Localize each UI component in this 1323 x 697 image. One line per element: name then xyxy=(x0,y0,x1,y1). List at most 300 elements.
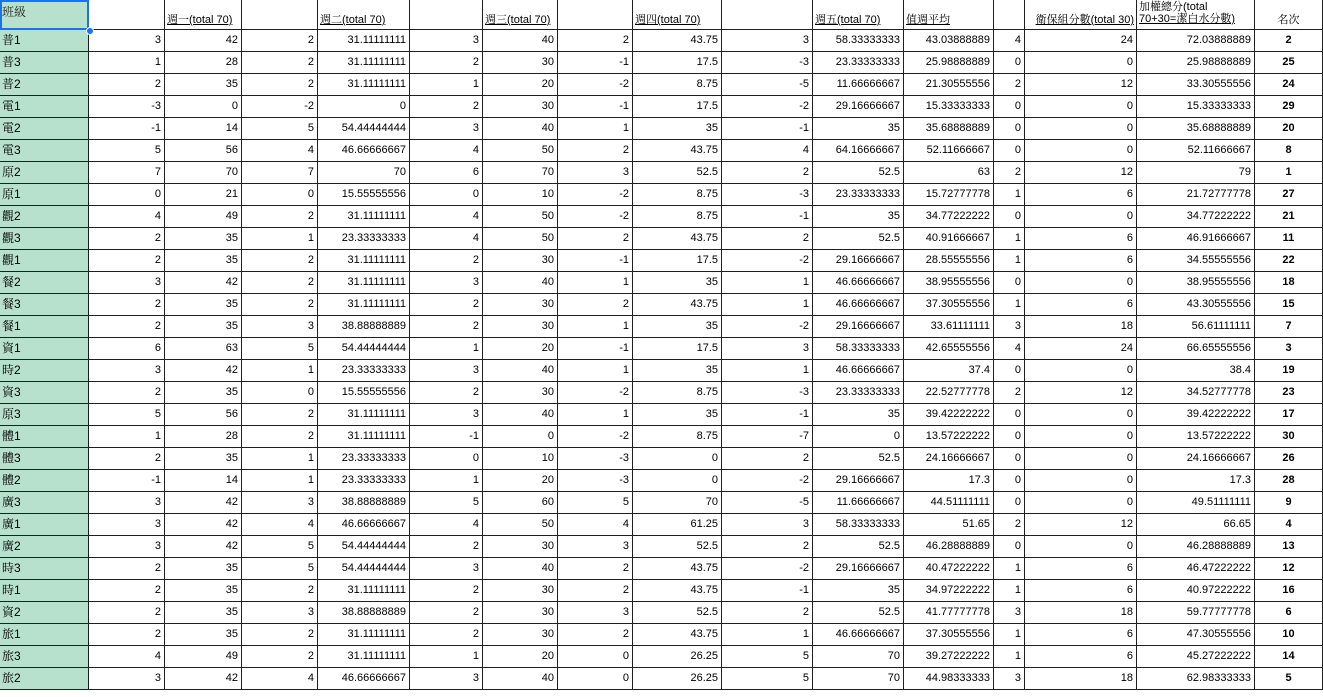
cell-weighted[interactable]: 39.42222222 xyxy=(1137,404,1255,426)
cell-health-count[interactable]: 3 xyxy=(994,668,1025,690)
cell-w4-net[interactable]: 2 xyxy=(558,30,633,52)
cell-w2-net[interactable]: 3 xyxy=(242,602,318,624)
cell-w2-net[interactable]: 0 xyxy=(242,382,318,404)
cell-w1-score[interactable]: 35 xyxy=(165,448,242,470)
cell-w5-net[interactable]: 2 xyxy=(722,162,813,184)
cell-w1-net[interactable]: 2 xyxy=(89,294,165,316)
cell-w2-net[interactable]: 2 xyxy=(242,624,318,646)
cell-w3-score[interactable]: 20 xyxy=(483,646,558,668)
cell-health-count[interactable]: 1 xyxy=(994,294,1025,316)
cell-w2-score[interactable]: 46.66666667 xyxy=(318,140,410,162)
cell-w5-net[interactable]: -5 xyxy=(722,492,813,514)
cell-w5-score[interactable]: 29.16666667 xyxy=(813,250,904,272)
header-weighted[interactable] xyxy=(1137,0,1255,30)
cell-w2-score[interactable]: 31.11111111 xyxy=(318,646,410,668)
cell-avg[interactable]: 15.33333333 xyxy=(904,96,994,118)
cell-w5-net[interactable]: 3 xyxy=(722,30,813,52)
cell-health-count[interactable]: 0 xyxy=(994,118,1025,140)
cell-rank[interactable]: 7 xyxy=(1255,316,1323,338)
header-rank[interactable] xyxy=(1255,0,1323,30)
cell-w1-score[interactable]: 35 xyxy=(165,316,242,338)
cell-health-count[interactable]: 4 xyxy=(994,30,1025,52)
cell-w4-score[interactable]: 0 xyxy=(633,448,722,470)
cell-w5-net[interactable]: -2 xyxy=(722,558,813,580)
cell-w5-score[interactable]: 29.16666667 xyxy=(813,558,904,580)
cell-rank[interactable]: 15 xyxy=(1255,294,1323,316)
cell-health-score[interactable]: 0 xyxy=(1025,206,1137,228)
cell-health-score[interactable]: 6 xyxy=(1025,646,1137,668)
cell-w3-score[interactable]: 60 xyxy=(483,492,558,514)
cell-w3-score[interactable]: 40 xyxy=(483,558,558,580)
cell-health-count[interactable]: 2 xyxy=(994,514,1025,536)
cell-w1-score[interactable]: 42 xyxy=(165,30,242,52)
cell-avg[interactable]: 13.57222222 xyxy=(904,426,994,448)
header-w3[interactable] xyxy=(483,0,558,30)
cell-w1-score[interactable]: 35 xyxy=(165,580,242,602)
cell-w1-score[interactable]: 42 xyxy=(165,492,242,514)
cell-class[interactable]: 觀2 xyxy=(0,206,89,228)
cell-w1-score[interactable]: 14 xyxy=(165,118,242,140)
cell-w1-net[interactable]: 4 xyxy=(89,646,165,668)
cell-health-score[interactable]: 0 xyxy=(1025,404,1137,426)
cell-class[interactable]: 體3 xyxy=(0,448,89,470)
cell-health-count[interactable]: 0 xyxy=(994,360,1025,382)
cell-w5-net[interactable]: -1 xyxy=(722,404,813,426)
cell-class[interactable]: 時3 xyxy=(0,558,89,580)
cell-w1-net[interactable]: -1 xyxy=(89,470,165,492)
cell-avg[interactable]: 38.95555556 xyxy=(904,272,994,294)
header-w1[interactable] xyxy=(165,0,242,30)
cell-rank[interactable]: 21 xyxy=(1255,206,1323,228)
cell-health-count[interactable]: 2 xyxy=(994,382,1025,404)
cell-w4-net[interactable]: 3 xyxy=(558,162,633,184)
cell-weighted[interactable]: 38.95555556 xyxy=(1137,272,1255,294)
cell-avg[interactable]: 41.77777778 xyxy=(904,602,994,624)
cell-w4-score[interactable]: 52.5 xyxy=(633,536,722,558)
header-w4[interactable] xyxy=(633,0,722,30)
cell-health-score[interactable]: 0 xyxy=(1025,492,1137,514)
cell-w5-score[interactable]: 46.66666667 xyxy=(813,360,904,382)
cell-w2-net[interactable]: 2 xyxy=(242,30,318,52)
cell-w1-net[interactable]: 2 xyxy=(89,74,165,96)
cell-weighted[interactable]: 15.33333333 xyxy=(1137,96,1255,118)
cell-w2-score[interactable]: 31.11111111 xyxy=(318,74,410,96)
cell-w5-net[interactable]: 4 xyxy=(722,140,813,162)
header-health[interactable] xyxy=(1025,0,1137,30)
cell-w2-net[interactable]: 1 xyxy=(242,228,318,250)
cell-w2-net[interactable]: 2 xyxy=(242,580,318,602)
cell-w2-net[interactable]: -2 xyxy=(242,96,318,118)
cell-w3-net[interactable]: 2 xyxy=(410,580,483,602)
cell-w2-score[interactable]: 31.11111111 xyxy=(318,624,410,646)
cell-weighted[interactable]: 79 xyxy=(1137,162,1255,184)
cell-w5-net[interactable]: -2 xyxy=(722,250,813,272)
cell-w1-net[interactable]: 2 xyxy=(89,316,165,338)
cell-w4-score[interactable]: 52.5 xyxy=(633,602,722,624)
cell-w4-net[interactable]: 1 xyxy=(558,118,633,140)
cell-weighted[interactable]: 13.57222222 xyxy=(1137,426,1255,448)
cell-w5-net[interactable]: 5 xyxy=(722,646,813,668)
cell-w4-net[interactable]: 1 xyxy=(558,316,633,338)
cell-health-count[interactable]: 0 xyxy=(994,448,1025,470)
cell-weighted[interactable]: 38.4 xyxy=(1137,360,1255,382)
cell-w2-score[interactable]: 38.88888889 xyxy=(318,316,410,338)
cell-rank[interactable]: 6 xyxy=(1255,602,1323,624)
cell-rank[interactable]: 12 xyxy=(1255,558,1323,580)
cell-w1-score[interactable]: 42 xyxy=(165,668,242,690)
cell-weighted[interactable]: 33.30555556 xyxy=(1137,74,1255,96)
cell-health-score[interactable]: 24 xyxy=(1025,338,1137,360)
cell-weighted[interactable]: 49.51111111 xyxy=(1137,492,1255,514)
cell-w4-net[interactable]: 0 xyxy=(558,646,633,668)
cell-w3-net[interactable]: -1 xyxy=(410,426,483,448)
fill-handle[interactable] xyxy=(86,27,94,35)
cell-w3-score[interactable]: 30 xyxy=(483,536,558,558)
cell-rank[interactable]: 10 xyxy=(1255,624,1323,646)
cell-weighted[interactable]: 43.30555556 xyxy=(1137,294,1255,316)
cell-w5-score[interactable]: 35 xyxy=(813,580,904,602)
cell-class[interactable]: 體2 xyxy=(0,470,89,492)
cell-w4-net[interactable]: 1 xyxy=(558,404,633,426)
cell-rank[interactable]: 9 xyxy=(1255,492,1323,514)
cell-rank[interactable]: 20 xyxy=(1255,118,1323,140)
cell-w1-score[interactable]: 42 xyxy=(165,514,242,536)
header-w5[interactable] xyxy=(813,0,904,30)
cell-w3-score[interactable]: 50 xyxy=(483,140,558,162)
cell-w3-score[interactable]: 70 xyxy=(483,162,558,184)
cell-w2-net[interactable]: 1 xyxy=(242,470,318,492)
cell-rank[interactable]: 29 xyxy=(1255,96,1323,118)
cell-w3-score[interactable]: 10 xyxy=(483,448,558,470)
cell-w2-net[interactable]: 5 xyxy=(242,338,318,360)
cell-w3-score[interactable]: 50 xyxy=(483,206,558,228)
cell-w5-score[interactable]: 35 xyxy=(813,118,904,140)
cell-w5-net[interactable]: 2 xyxy=(722,448,813,470)
cell-w2-score[interactable]: 31.11111111 xyxy=(318,272,410,294)
cell-health-count[interactable]: 0 xyxy=(994,492,1025,514)
cell-w2-net[interactable]: 2 xyxy=(242,404,318,426)
cell-w4-net[interactable]: 2 xyxy=(558,558,633,580)
cell-w1-net[interactable]: 4 xyxy=(89,206,165,228)
cell-w5-net[interactable]: 2 xyxy=(722,228,813,250)
cell-w3-net[interactable]: 4 xyxy=(410,228,483,250)
cell-w4-score[interactable]: 43.75 xyxy=(633,558,722,580)
cell-rank[interactable]: 8 xyxy=(1255,140,1323,162)
cell-w1-net[interactable]: -3 xyxy=(89,96,165,118)
cell-w4-net[interactable]: -3 xyxy=(558,448,633,470)
cell-w5-net[interactable]: -3 xyxy=(722,382,813,404)
cell-health-count[interactable]: 0 xyxy=(994,426,1025,448)
cell-w1-score[interactable]: 42 xyxy=(165,272,242,294)
cell-w3-score[interactable]: 40 xyxy=(483,668,558,690)
cell-w4-net[interactable]: -2 xyxy=(558,426,633,448)
cell-w2-net[interactable]: 5 xyxy=(242,558,318,580)
cell-w3-net[interactable]: 2 xyxy=(410,250,483,272)
cell-w2-score[interactable]: 31.11111111 xyxy=(318,294,410,316)
cell-w2-score[interactable]: 31.11111111 xyxy=(318,52,410,74)
cell-rank[interactable]: 14 xyxy=(1255,646,1323,668)
header-blank-2[interactable] xyxy=(242,0,318,30)
cell-w4-net[interactable]: -2 xyxy=(558,184,633,206)
cell-w2-score[interactable]: 15.55555556 xyxy=(318,184,410,206)
cell-w4-net[interactable]: 2 xyxy=(558,228,633,250)
cell-w4-score[interactable]: 0 xyxy=(633,470,722,492)
cell-w5-net[interactable]: 1 xyxy=(722,272,813,294)
cell-avg[interactable]: 52.11666667 xyxy=(904,140,994,162)
cell-w3-net[interactable]: 4 xyxy=(410,140,483,162)
cell-w4-net[interactable]: -1 xyxy=(558,250,633,272)
cell-avg[interactable]: 21.30555556 xyxy=(904,74,994,96)
header-class[interactable] xyxy=(0,0,89,30)
cell-w2-net[interactable]: 1 xyxy=(242,360,318,382)
cell-w5-score[interactable]: 58.33333333 xyxy=(813,338,904,360)
cell-rank[interactable]: 28 xyxy=(1255,470,1323,492)
cell-weighted[interactable]: 25.98888889 xyxy=(1137,52,1255,74)
cell-health-score[interactable]: 0 xyxy=(1025,426,1137,448)
cell-w4-score[interactable]: 17.5 xyxy=(633,96,722,118)
cell-w3-score[interactable]: 40 xyxy=(483,360,558,382)
header-blank-3[interactable] xyxy=(410,0,483,30)
cell-w5-net[interactable]: -1 xyxy=(722,206,813,228)
cell-w2-score[interactable]: 0 xyxy=(318,96,410,118)
cell-w2-net[interactable]: 3 xyxy=(242,492,318,514)
cell-w3-score[interactable]: 30 xyxy=(483,382,558,404)
cell-rank[interactable]: 19 xyxy=(1255,360,1323,382)
cell-avg[interactable]: 63 xyxy=(904,162,994,184)
cell-health-count[interactable]: 0 xyxy=(994,470,1025,492)
cell-w4-score[interactable]: 35 xyxy=(633,316,722,338)
header-w2[interactable] xyxy=(318,0,410,30)
cell-weighted[interactable]: 40.97222222 xyxy=(1137,580,1255,602)
cell-health-count[interactable]: 0 xyxy=(994,206,1025,228)
cell-w5-net[interactable]: -3 xyxy=(722,52,813,74)
cell-w3-net[interactable]: 1 xyxy=(410,338,483,360)
cell-w5-score[interactable]: 52.5 xyxy=(813,448,904,470)
cell-w1-net[interactable]: 3 xyxy=(89,492,165,514)
cell-w2-net[interactable]: 5 xyxy=(242,118,318,140)
cell-w3-net[interactable]: 3 xyxy=(410,668,483,690)
cell-w5-score[interactable]: 58.33333333 xyxy=(813,30,904,52)
cell-w4-net[interactable]: -2 xyxy=(558,74,633,96)
cell-w2-score[interactable]: 31.11111111 xyxy=(318,250,410,272)
cell-w4-net[interactable]: -2 xyxy=(558,382,633,404)
cell-health-score[interactable]: 18 xyxy=(1025,602,1137,624)
cell-w1-net[interactable]: 3 xyxy=(89,30,165,52)
cell-weighted[interactable]: 46.28888889 xyxy=(1137,536,1255,558)
cell-health-count[interactable]: 0 xyxy=(994,272,1025,294)
cell-class[interactable]: 時1 xyxy=(0,580,89,602)
cell-health-count[interactable]: 0 xyxy=(994,140,1025,162)
cell-rank[interactable]: 5 xyxy=(1255,668,1323,690)
cell-w1-score[interactable]: 70 xyxy=(165,162,242,184)
cell-w3-score[interactable]: 0 xyxy=(483,426,558,448)
cell-w5-net[interactable]: -3 xyxy=(722,184,813,206)
cell-health-score[interactable]: 6 xyxy=(1025,250,1137,272)
cell-w1-score[interactable]: 35 xyxy=(165,602,242,624)
cell-w2-score[interactable]: 31.11111111 xyxy=(318,426,410,448)
cell-w4-net[interactable]: 2 xyxy=(558,624,633,646)
cell-class[interactable]: 餐3 xyxy=(0,294,89,316)
cell-w5-score[interactable]: 23.33333333 xyxy=(813,184,904,206)
cell-w5-score[interactable]: 70 xyxy=(813,646,904,668)
cell-w4-net[interactable]: -2 xyxy=(558,206,633,228)
cell-w1-net[interactable]: 7 xyxy=(89,162,165,184)
cell-rank[interactable]: 26 xyxy=(1255,448,1323,470)
cell-w1-score[interactable]: 63 xyxy=(165,338,242,360)
cell-w1-score[interactable]: 49 xyxy=(165,206,242,228)
header-blank-1[interactable] xyxy=(89,0,165,30)
cell-w2-score[interactable]: 23.33333333 xyxy=(318,360,410,382)
cell-class[interactable]: 原3 xyxy=(0,404,89,426)
cell-w4-net[interactable]: 1 xyxy=(558,360,633,382)
cell-health-score[interactable]: 6 xyxy=(1025,624,1137,646)
cell-avg[interactable]: 28.55555556 xyxy=(904,250,994,272)
cell-avg[interactable]: 34.97222222 xyxy=(904,580,994,602)
cell-w2-score[interactable]: 31.11111111 xyxy=(318,206,410,228)
cell-w2-score[interactable]: 23.33333333 xyxy=(318,448,410,470)
cell-weighted[interactable]: 34.77222222 xyxy=(1137,206,1255,228)
cell-avg[interactable]: 46.28888889 xyxy=(904,536,994,558)
cell-avg[interactable]: 40.91666667 xyxy=(904,228,994,250)
cell-w1-score[interactable]: 56 xyxy=(165,404,242,426)
cell-rank[interactable]: 23 xyxy=(1255,382,1323,404)
cell-w3-score[interactable]: 50 xyxy=(483,228,558,250)
cell-weighted[interactable]: 46.47222222 xyxy=(1137,558,1255,580)
cell-w3-net[interactable]: 1 xyxy=(410,646,483,668)
cell-w2-net[interactable]: 2 xyxy=(242,294,318,316)
cell-rank[interactable]: 13 xyxy=(1255,536,1323,558)
cell-w1-net[interactable]: 3 xyxy=(89,668,165,690)
cell-avg[interactable]: 44.98333333 xyxy=(904,668,994,690)
cell-avg[interactable]: 22.52777778 xyxy=(904,382,994,404)
cell-w3-net[interactable]: 5 xyxy=(410,492,483,514)
cell-w2-score[interactable]: 31.11111111 xyxy=(318,30,410,52)
cell-w3-net[interactable]: 6 xyxy=(410,162,483,184)
cell-w1-net[interactable]: 3 xyxy=(89,514,165,536)
cell-health-count[interactable]: 0 xyxy=(994,404,1025,426)
cell-w5-net[interactable]: 2 xyxy=(722,602,813,624)
cell-w1-score[interactable]: 28 xyxy=(165,426,242,448)
cell-w2-score[interactable]: 70 xyxy=(318,162,410,184)
cell-w5-score[interactable]: 52.5 xyxy=(813,228,904,250)
cell-w3-score[interactable]: 30 xyxy=(483,580,558,602)
cell-w1-net[interactable]: 1 xyxy=(89,426,165,448)
cell-w5-net[interactable]: 5 xyxy=(722,668,813,690)
cell-health-score[interactable]: 6 xyxy=(1025,294,1137,316)
cell-class[interactable]: 資2 xyxy=(0,602,89,624)
header-blank-6[interactable] xyxy=(994,0,1025,30)
cell-w2-score[interactable]: 31.11111111 xyxy=(318,580,410,602)
cell-w5-net[interactable]: -1 xyxy=(722,118,813,140)
cell-w4-net[interactable]: 3 xyxy=(558,602,633,624)
cell-avg[interactable]: 33.61111111 xyxy=(904,316,994,338)
cell-w4-score[interactable]: 43.75 xyxy=(633,30,722,52)
cell-w1-score[interactable]: 35 xyxy=(165,382,242,404)
cell-health-count[interactable]: 0 xyxy=(994,52,1025,74)
cell-w5-net[interactable]: -1 xyxy=(722,580,813,602)
cell-class[interactable]: 普1 xyxy=(0,30,89,52)
cell-w5-score[interactable]: 29.16666667 xyxy=(813,470,904,492)
cell-avg[interactable]: 39.27222222 xyxy=(904,646,994,668)
cell-w3-net[interactable]: 3 xyxy=(410,404,483,426)
cell-rank[interactable]: 16 xyxy=(1255,580,1323,602)
cell-w1-score[interactable]: 21 xyxy=(165,184,242,206)
cell-w4-net[interactable]: 2 xyxy=(558,294,633,316)
cell-class[interactable]: 電2 xyxy=(0,118,89,140)
cell-w5-score[interactable]: 29.16666667 xyxy=(813,96,904,118)
cell-health-count[interactable]: 1 xyxy=(994,250,1025,272)
cell-w5-score[interactable]: 23.33333333 xyxy=(813,52,904,74)
cell-avg[interactable]: 25.98888889 xyxy=(904,52,994,74)
cell-class[interactable]: 旅2 xyxy=(0,668,89,690)
cell-w2-net[interactable]: 2 xyxy=(242,52,318,74)
cell-w1-net[interactable]: 1 xyxy=(89,52,165,74)
cell-w2-net[interactable]: 4 xyxy=(242,668,318,690)
cell-w4-net[interactable]: 3 xyxy=(558,536,633,558)
cell-class[interactable]: 普3 xyxy=(0,52,89,74)
cell-class[interactable]: 原2 xyxy=(0,162,89,184)
cell-health-score[interactable]: 0 xyxy=(1025,52,1137,74)
cell-w5-net[interactable]: 2 xyxy=(722,536,813,558)
cell-class[interactable]: 電3 xyxy=(0,140,89,162)
cell-weighted[interactable]: 21.72777778 xyxy=(1137,184,1255,206)
cell-health-score[interactable]: 0 xyxy=(1025,536,1137,558)
cell-w2-score[interactable]: 23.33333333 xyxy=(318,228,410,250)
cell-w4-score[interactable]: 26.25 xyxy=(633,668,722,690)
cell-health-score[interactable]: 24 xyxy=(1025,30,1137,52)
cell-avg[interactable]: 37.30555556 xyxy=(904,624,994,646)
cell-weighted[interactable]: 24.16666667 xyxy=(1137,448,1255,470)
cell-class[interactable]: 體1 xyxy=(0,426,89,448)
cell-w1-score[interactable]: 42 xyxy=(165,536,242,558)
cell-class[interactable]: 觀1 xyxy=(0,250,89,272)
cell-weighted[interactable]: 47.30555556 xyxy=(1137,624,1255,646)
cell-class[interactable]: 時2 xyxy=(0,360,89,382)
header-blank-4[interactable] xyxy=(558,0,633,30)
cell-w4-score[interactable]: 8.75 xyxy=(633,184,722,206)
cell-w1-net[interactable]: 2 xyxy=(89,624,165,646)
cell-w5-net[interactable]: 1 xyxy=(722,294,813,316)
cell-w5-score[interactable]: 0 xyxy=(813,426,904,448)
cell-w1-score[interactable]: 35 xyxy=(165,228,242,250)
cell-health-count[interactable]: 2 xyxy=(994,162,1025,184)
cell-w5-score[interactable]: 52.5 xyxy=(813,602,904,624)
cell-w3-score[interactable]: 20 xyxy=(483,74,558,96)
cell-health-count[interactable]: 1 xyxy=(994,580,1025,602)
cell-w1-net[interactable]: 2 xyxy=(89,602,165,624)
cell-w1-score[interactable]: 35 xyxy=(165,74,242,96)
cell-w4-score[interactable]: 43.75 xyxy=(633,294,722,316)
cell-w5-net[interactable]: 1 xyxy=(722,360,813,382)
cell-w3-score[interactable]: 10 xyxy=(483,184,558,206)
cell-w4-score[interactable]: 8.75 xyxy=(633,426,722,448)
cell-w3-net[interactable]: 2 xyxy=(410,624,483,646)
cell-w5-score[interactable]: 46.66666667 xyxy=(813,624,904,646)
cell-health-score[interactable]: 12 xyxy=(1025,382,1137,404)
cell-w4-net[interactable]: 0 xyxy=(558,668,633,690)
cell-w1-score[interactable]: 49 xyxy=(165,646,242,668)
cell-w4-score[interactable]: 43.75 xyxy=(633,228,722,250)
cell-w4-net[interactable]: 2 xyxy=(558,580,633,602)
cell-w4-score[interactable]: 8.75 xyxy=(633,382,722,404)
cell-avg[interactable]: 51.65 xyxy=(904,514,994,536)
cell-w5-net[interactable]: -2 xyxy=(722,316,813,338)
cell-class[interactable]: 廣2 xyxy=(0,536,89,558)
cell-w4-score[interactable]: 52.5 xyxy=(633,162,722,184)
cell-avg[interactable]: 17.3 xyxy=(904,470,994,492)
cell-rank[interactable]: 30 xyxy=(1255,426,1323,448)
cell-rank[interactable]: 27 xyxy=(1255,184,1323,206)
